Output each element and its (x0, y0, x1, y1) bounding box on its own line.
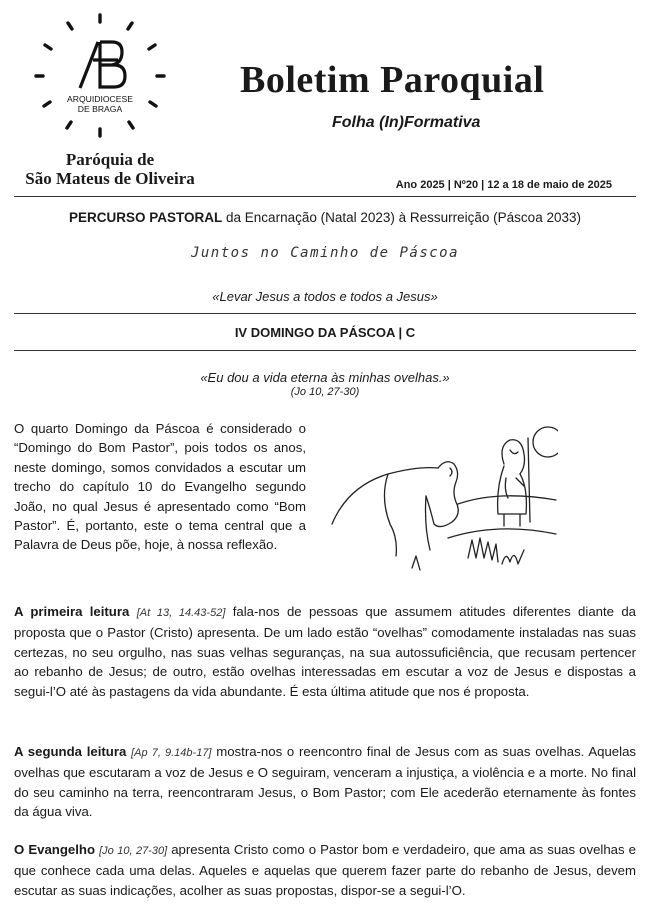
first-reading-text: fala-nos de pessoas que assumem atitudes diferentes diante da proposta que o Pastor (Cristo) apresenta. De um lado estão “ovelhas” comodamente instaladas nas suas certezas, no seu orgulho, nas suas velhas seguranças, na sua autossuficiência, que recusam pertencer ao rebanho de Jesus; de outro, estão ovelhas interessadas em escutar a voz de Jesus e dispostas a segui-l’O até às pastagens da vida abundante. É esta última atitude que nos é proposta. (14, 604, 636, 699)
header-divider (14, 196, 636, 197)
svg-text:DE BRAGA: DE BRAGA (77, 104, 123, 114)
second-reading-text: mostra-nos o reencontro final de Jesus com as suas ovelhas. Aquelas ovelhas que escutaram a voz de Jesus e O seguiram, venceram a injustiça, a violência e a morte. No final do seu caminho na terra, reencontraram Jesus, o Bom Pastor; com Ele acederão eternamente às fontes da água viva. (14, 744, 637, 820)
shepherd-sheep-illustration (328, 426, 558, 574)
pastoral-path-label: PERCURSO PASTORAL (69, 210, 223, 225)
second-reading-paragraph (14, 742, 636, 822)
pastoral-path-line (0, 210, 650, 225)
first-reading-label: A primeira leitura (14, 604, 130, 619)
pastoral-path-period: da Encarnação (Natal 2023) à Ressurreição (Páscoa 2033) (222, 210, 581, 225)
gospel-label: O Evangelho (14, 842, 96, 857)
archdiocese-logo (30, 12, 170, 142)
bulletin-title: Boletim Paroquial (240, 59, 545, 101)
bulletin-subtitle: Folha (In)Formativa (332, 114, 481, 131)
gospel-paragraph (14, 840, 636, 900)
gospel-quote: «Eu dou a vida eterna às minhas ovelhas.» (200, 370, 450, 385)
section-divider-bottom (14, 350, 636, 351)
intro-paragraph: O quarto Domingo da Páscoa é considerado o “Domingo do Bom Pastor”, pois todos os anos, neste domingo, somos convidados a escutar um trecho do capítulo 10 do Evangelho segundo João, no qual Jesus é apresentado como “Bom Pastor”. É, portanto, este o tema central que a Palavra de Deus põe, hoje, à nossa reflexão. (14, 421, 306, 553)
gospel-text: apresenta Cristo como o Pastor bom e verdadeiro, que ama as suas ovelhas e que conhece cada uma delas. Aqueles e aquelas que querem fazer parte do rebanho de Jesus, devem escutar as suas indicações, acolher as suas propostas, dispor-se a segui-l’O. (14, 842, 636, 898)
motto: «Levar Jesus a todos e todos a Jesus» (212, 289, 438, 304)
second-reading-reference: [Ap 7, 9.14b-17] (131, 747, 212, 759)
first-reading-paragraph (14, 602, 636, 701)
svg-text:ARQUIDIOCESE: ARQUIDIOCESE (67, 94, 133, 104)
second-reading-label: A segunda leitura (14, 744, 127, 759)
issue-info: Ano 2025 | Nº20 | 12 a 18 de maio de 2025 (395, 179, 612, 191)
first-reading-reference: [At 13, 14.43-52] (136, 607, 226, 619)
journey-title: Juntos no Caminho de Páscoa (190, 245, 460, 261)
gospel-reference: [Jo 10, 27-30] (99, 845, 168, 857)
parish-name-line2: São Mateus de Oliveira (25, 169, 195, 188)
sunday-title: IV DOMINGO DA PÁSCOA | C (234, 325, 416, 340)
gospel-quote-reference: (Jo 10, 27-30) (290, 386, 360, 398)
parish-name-line1: Paróquia de (65, 150, 155, 169)
section-divider-top (14, 313, 636, 314)
